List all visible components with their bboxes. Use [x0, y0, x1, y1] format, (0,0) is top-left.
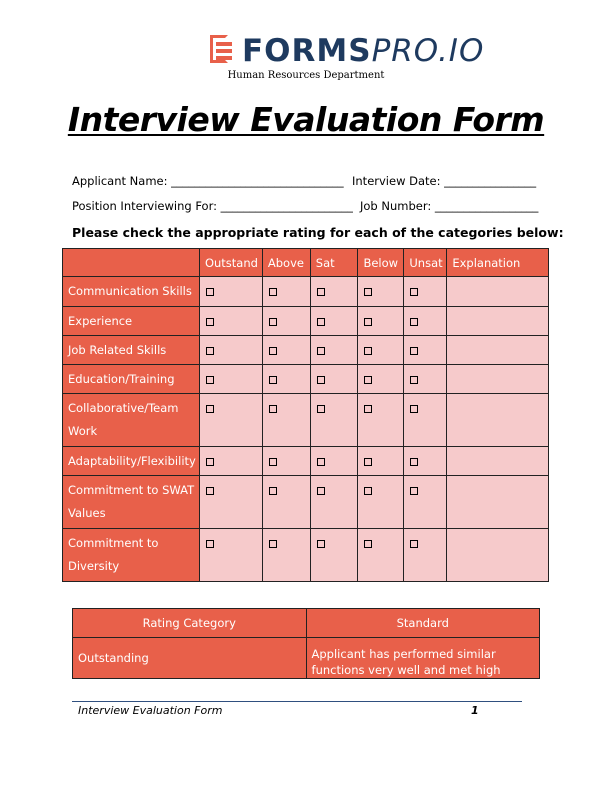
rating-cell — [358, 447, 404, 476]
standards-row — [73, 638, 540, 679]
instructions: Please check the appropriate rating for each of the categories below: — [72, 225, 564, 240]
rating-cell — [310, 529, 358, 582]
rating-checkbox[interactable] — [317, 487, 325, 495]
rating-checkbox[interactable] — [206, 376, 214, 384]
explanation-cell[interactable] — [447, 529, 549, 582]
rating-cell — [262, 476, 310, 529]
explanation-cell[interactable] — [447, 336, 549, 365]
header-rating-category: Rating Category — [73, 609, 307, 638]
rating-cell — [199, 476, 262, 529]
header-explanation: Explanation — [447, 249, 549, 277]
standards-header-row — [73, 609, 540, 638]
evaluation-row — [63, 277, 549, 307]
rating-checkbox[interactable] — [206, 458, 214, 466]
header-unsat: Unsat — [404, 249, 447, 277]
rating-cell — [404, 447, 447, 476]
rating-cell — [262, 529, 310, 582]
rating-checkbox[interactable] — [206, 318, 214, 326]
rating-checkbox[interactable] — [317, 458, 325, 466]
explanation-cell[interactable] — [447, 307, 549, 336]
rating-cell — [310, 307, 358, 336]
rating-checkbox[interactable] — [410, 540, 418, 548]
rating-cell — [358, 365, 404, 394]
footer-divider — [72, 701, 522, 702]
footer-title: Interview Evaluation Form — [78, 704, 223, 717]
rating-checkbox[interactable] — [364, 405, 372, 413]
evaluation-row — [63, 336, 549, 365]
rating-cell — [310, 476, 358, 529]
standards-table — [72, 608, 540, 679]
rating-checkbox[interactable] — [410, 487, 418, 495]
rating-cell — [404, 307, 447, 336]
logo-icon — [210, 35, 234, 67]
rating-cell — [199, 394, 262, 447]
position-field[interactable]: Position Interviewing For: _______________________ — [72, 199, 353, 213]
rating-checkbox[interactable] — [269, 288, 277, 296]
rating-cell — [358, 336, 404, 365]
category-label: Collaborative/Team Work — [63, 394, 200, 447]
rating-checkbox[interactable] — [410, 318, 418, 326]
header-outstand: Outstand — [199, 249, 262, 277]
logo-pro-text: PRO.IO — [371, 33, 485, 69]
rating-cell — [262, 307, 310, 336]
rating-checkbox[interactable] — [269, 487, 277, 495]
rating-checkbox[interactable] — [317, 405, 325, 413]
rating-checkbox[interactable] — [317, 288, 325, 296]
header-sat: Sat — [310, 249, 358, 277]
evaluation-row — [63, 529, 549, 582]
rating-cell — [199, 365, 262, 394]
rating-cell — [262, 447, 310, 476]
rating-checkbox[interactable] — [206, 347, 214, 355]
department-name: Human Resources Department — [227, 70, 385, 81]
evaluation-row — [63, 394, 549, 447]
rating-cell — [358, 476, 404, 529]
explanation-cell[interactable] — [447, 476, 549, 529]
job-number-field[interactable]: Job Number: __________________ — [360, 199, 539, 213]
category-label: Commitment to SWAT Values — [63, 476, 200, 529]
rating-cell — [358, 307, 404, 336]
rating-cell — [199, 336, 262, 365]
rating-cell — [262, 336, 310, 365]
rating-checkbox[interactable] — [206, 288, 214, 296]
rating-checkbox[interactable] — [317, 347, 325, 355]
rating-cell — [358, 529, 404, 582]
evaluation-table — [62, 248, 549, 582]
rating-cell — [199, 447, 262, 476]
page-title: Interview Evaluation Form — [67, 100, 545, 139]
explanation-cell[interactable] — [447, 365, 549, 394]
rating-checkbox[interactable] — [269, 458, 277, 466]
rating-cell — [199, 307, 262, 336]
evaluation-row — [63, 447, 549, 476]
rating-checkbox[interactable] — [269, 405, 277, 413]
interview-date-field[interactable]: Interview Date: ________________ — [352, 174, 537, 188]
rating-cell — [262, 394, 310, 447]
rating-checkbox[interactable] — [206, 405, 214, 413]
category-label: Education/Training — [63, 365, 200, 394]
rating-cell — [404, 394, 447, 447]
rating-cell — [404, 336, 447, 365]
explanation-cell[interactable] — [447, 394, 549, 447]
category-label: Commitment to Diversity — [63, 529, 200, 582]
rating-checkbox[interactable] — [269, 347, 277, 355]
category-label: Communication Skills — [63, 277, 200, 307]
explanation-cell[interactable] — [447, 277, 549, 307]
rating-cell — [310, 394, 358, 447]
rating-cell — [358, 277, 404, 307]
header-category — [63, 249, 200, 277]
rating-checkbox[interactable] — [269, 540, 277, 548]
rating-cell — [404, 277, 447, 307]
rating-checkbox[interactable] — [364, 347, 372, 355]
rating-cell — [262, 365, 310, 394]
rating-checkbox[interactable] — [364, 288, 372, 296]
standard-category: Outstanding — [73, 638, 307, 679]
category-label: Job Related Skills — [63, 336, 200, 365]
rating-cell — [199, 529, 262, 582]
rating-cell — [310, 277, 358, 307]
header-above: Above — [262, 249, 310, 277]
rating-cell — [310, 336, 358, 365]
evaluation-row — [63, 307, 549, 336]
rating-cell — [262, 277, 310, 307]
evaluation-header-row — [63, 249, 549, 277]
rating-checkbox[interactable] — [410, 376, 418, 384]
formspro-logo — [210, 33, 484, 69]
rating-checkbox[interactable] — [364, 458, 372, 466]
rating-cell — [310, 365, 358, 394]
rating-checkbox[interactable] — [410, 347, 418, 355]
rating-checkbox[interactable] — [364, 318, 372, 326]
rating-checkbox[interactable] — [317, 540, 325, 548]
evaluation-row — [63, 476, 549, 529]
rating-checkbox[interactable] — [410, 288, 418, 296]
evaluation-row — [63, 365, 549, 394]
rating-cell — [404, 529, 447, 582]
rating-cell — [404, 365, 447, 394]
header-below: Below — [358, 249, 404, 277]
rating-checkbox[interactable] — [317, 318, 325, 326]
rating-cell — [310, 447, 358, 476]
standard-description: Applicant has performed similar functions very well and met high — [306, 638, 539, 679]
rating-checkbox[interactable] — [364, 376, 372, 384]
rating-checkbox[interactable] — [206, 540, 214, 548]
rating-checkbox[interactable] — [410, 458, 418, 466]
page-number: 1 — [471, 704, 479, 717]
header-standard: Standard — [306, 609, 539, 638]
rating-checkbox[interactable] — [364, 487, 372, 495]
rating-checkbox[interactable] — [269, 318, 277, 326]
rating-checkbox[interactable] — [206, 487, 214, 495]
applicant-name-field[interactable]: Applicant Name: ______________________________ — [72, 174, 344, 188]
explanation-cell[interactable] — [447, 447, 549, 476]
rating-checkbox[interactable] — [410, 405, 418, 413]
rating-checkbox[interactable] — [269, 376, 277, 384]
rating-cell — [404, 476, 447, 529]
category-label: Experience — [63, 307, 200, 336]
category-label: Adaptability/Flexibility — [63, 447, 200, 476]
rating-cell — [199, 277, 262, 307]
rating-checkbox[interactable] — [364, 540, 372, 548]
rating-checkbox[interactable] — [317, 376, 325, 384]
logo-forms-text: FORMS — [242, 33, 372, 69]
rating-cell — [358, 394, 404, 447]
